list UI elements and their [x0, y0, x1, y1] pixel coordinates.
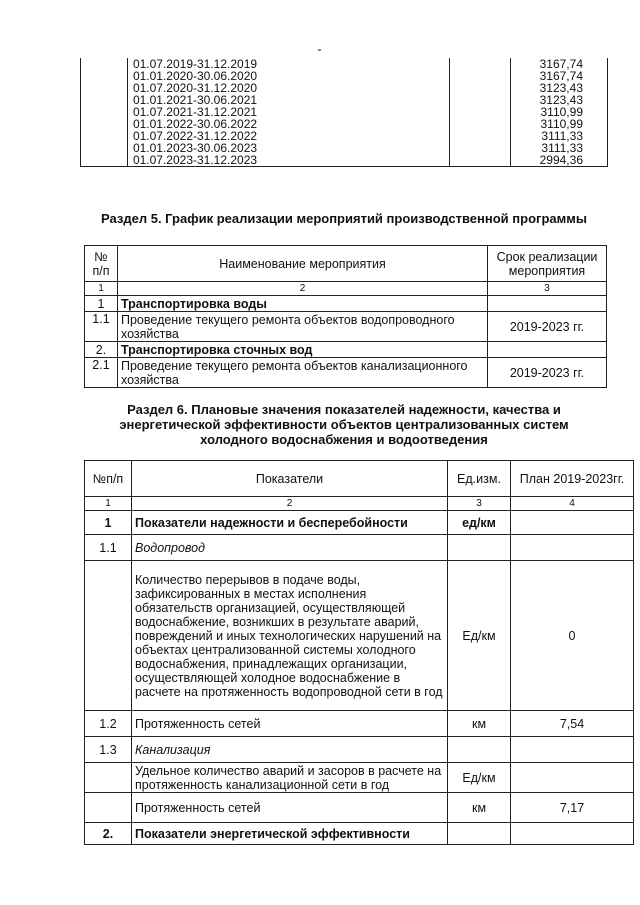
- table-header-row: [85, 461, 634, 497]
- header-num: №п/п: [85, 461, 132, 497]
- table-header-row: [85, 246, 607, 282]
- table-row: Протяженность сетей км 7,17: [85, 793, 634, 823]
- table-row: 1 Показатели надежности и бесперебойности ед/км: [85, 511, 634, 535]
- table-row: 01.07.2021-31.12.2021 3110,99: [81, 106, 608, 118]
- header-name: Показатели: [132, 461, 448, 497]
- header-term: Срок реализации мероприятия: [488, 246, 607, 282]
- header-plan: План 2019-2023гг.: [511, 461, 634, 497]
- section6-title: Раздел 6. Плановые значения показателей надежности, качества и энергетической эффективности объектов централизованных систем холодного водоснабжения и водоотведения: [119, 402, 569, 447]
- table-row: 1 Транспортировка воды: [85, 296, 607, 312]
- table-row: 2.1 Проведение текущего ремонта объектов канализационного хозяйства 2019-2023 гг.: [85, 358, 607, 388]
- table-row: 01.07.2020-31.12.2020 3123,43: [81, 82, 608, 94]
- table-row: 01.07.2023-31.12.2023 2994,36: [81, 154, 608, 167]
- header-num: № п/п: [85, 246, 118, 282]
- table-row: 1.1 Водопровод: [85, 535, 634, 561]
- table-row: 01.01.2021-30.06.2021 3123,43: [81, 94, 608, 106]
- table-row: Количество перерывов в подаче воды, зафиксированных в местах исполнения обязательств организацией, осуществляющей водоснабжение, возникших в результате аварий, повреждений и иных технологических нарушений на объектах централизованной системы холодного водоснабжения, принадлежащих организации, осуществляющей холодное водоснабжение в расчете на протяженность водопроводной сети в год Ед/км 0: [85, 561, 634, 711]
- table-row: 1.2 Протяженность сетей км 7,54: [85, 711, 634, 737]
- header-unit: Ед.изм.: [448, 461, 511, 497]
- schedule-table: [84, 245, 607, 388]
- periods-table: [80, 58, 608, 167]
- scan-speck: [318, 49, 321, 51]
- column-numbers-row: 1 2 3 4: [85, 497, 634, 511]
- indicators-table: [84, 460, 634, 845]
- table-row: Удельное количество аварий и засоров в расчете на протяженность канализационной сети в год Ед/км: [85, 763, 634, 793]
- table-row: 1.1 Проведение текущего ремонта объектов водопроводного хозяйства 2019-2023 гг.: [85, 312, 607, 342]
- table-row: 2. Показатели энергетической эффективности: [85, 823, 634, 845]
- table-row: 01.01.2022-30.06.2022 3110,99: [81, 118, 608, 130]
- table-row: 01.01.2020-30.06.2020 3167,74: [81, 70, 608, 82]
- header-name: Наименование мероприятия: [118, 246, 488, 282]
- table-row: 2. Транспортировка сточных вод: [85, 342, 607, 358]
- table-row: 1.3 Канализация: [85, 737, 634, 763]
- table-row: 01.07.2019-31.12.2019 3167,74: [81, 58, 608, 70]
- column-numbers-row: 1 2 3: [85, 282, 607, 296]
- table-row: 01.07.2022-31.12.2022 3111,33: [81, 130, 608, 142]
- section5-title: Раздел 5. График реализации мероприятий производственной программы: [101, 211, 587, 226]
- table-row: 01.01.2023-30.06.2023 3111,33: [81, 142, 608, 154]
